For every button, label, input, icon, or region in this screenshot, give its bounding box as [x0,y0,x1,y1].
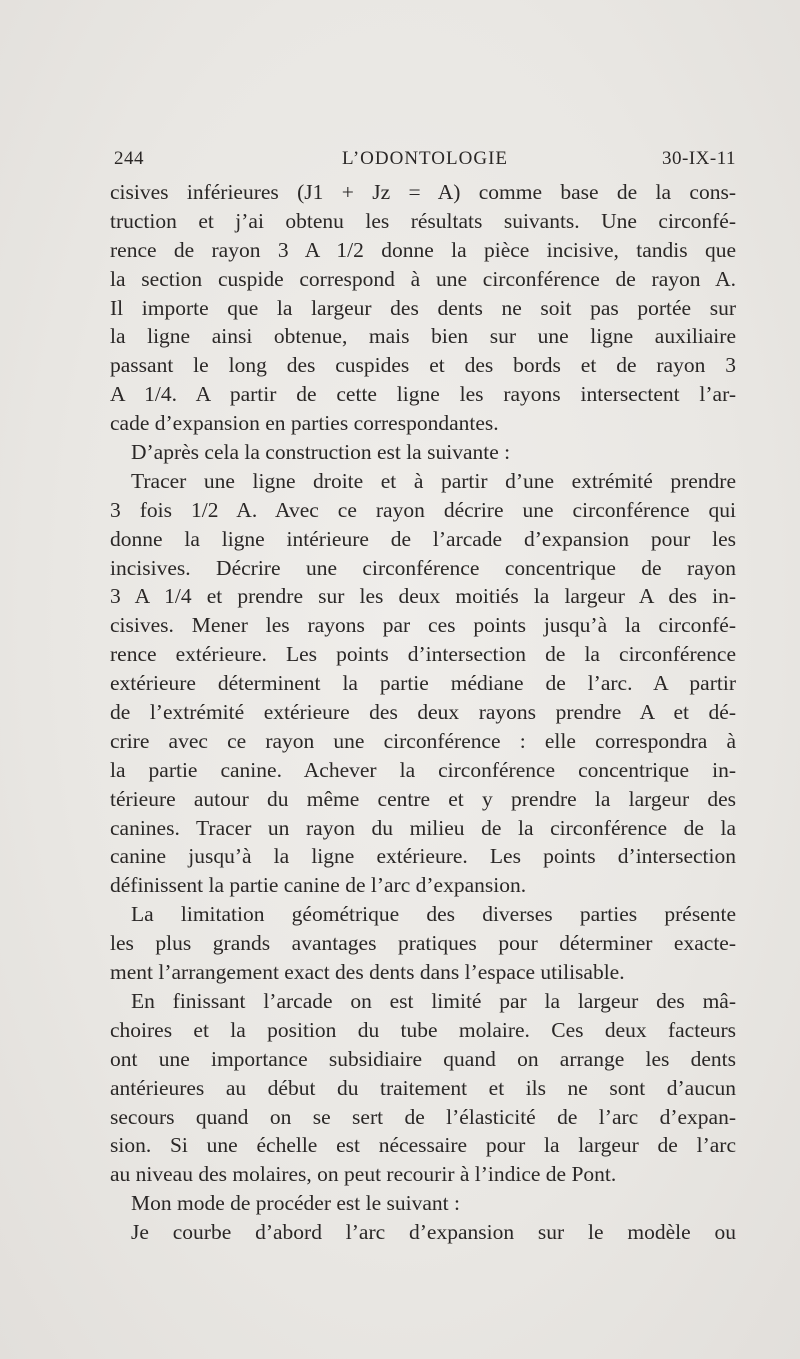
text-line: térieure autour du même centre et y prendre la largeur des [110,786,736,811]
text-line: En finissant l’arcade on est limité par la largeur des mâ- [131,988,736,1013]
text-line: au niveau des molaires, on peut recourir à l’indice de Pont. [110,1162,617,1187]
text-line: A 1/4. A partir de cette ligne les rayons intersectent l’ar- [110,382,736,407]
text-line: la partie canine. Achever la circonférence concentrique in- [110,757,736,782]
text-line: cisives inférieures (J1 + Jz = A) comme base de la cons- [110,180,736,204]
text-line: crire avec ce rayon une circonférence : elle correspondra à [110,728,736,753]
text-line: secours quand on se sert de l’élasticité de l’arc d’expan- [110,1104,736,1129]
issue-date: 30-IX-11 [662,148,736,169]
text-line: les plus grands avantages pratiques pour déterminer exacte- [110,931,736,956]
text-line: D’après cela la construction est la suivante : [131,440,511,465]
text-line: définissent la partie canine de l’arc d’expansion. [110,873,527,898]
text-line: incisives. Décrire une circonférence concentrique de rayon [110,555,736,580]
text-line: rence de rayon 3 A 1/2 donne la pièce incisive, tandis que [110,237,736,262]
text-line: antérieures au début du traitement et ils ne sont d’aucun [110,1075,736,1100]
text-line: cisives. Mener les rayons par ces points jusqu’à la circonfé- [110,613,736,638]
text-line: donne la ligne intérieure de l’arcade d’expansion pour les [110,526,736,551]
text-line: choires et la position du tube molaire. Ces deux facteurs [110,1017,736,1042]
text-line: extérieure déterminent la partie médiane de l’arc. A partir [110,671,736,696]
text-line: La limitation géométrique des diverses parties présente [131,902,736,927]
text-line: ont une importance subsidiaire quand on arrange les dents [110,1046,736,1071]
journal-title: L’ODONTOLOGIE [341,148,509,169]
text-line: 3 fois 1/2 A. Avec ce rayon décrire une circonférence qui [110,497,736,522]
text-line: la ligne ainsi obtenue, mais bien sur une ligne auxiliaire [110,324,736,349]
page-number: 244 [114,148,144,169]
body-text [110,178,736,1247]
text-line: Il importe que la largeur des dents ne soit pas portée sur [110,295,736,320]
text-line: truction et j’ai obtenu les résultats suivants. Une circonfé- [110,208,736,233]
text-line: 3 A 1/4 et prendre sur les deux moitiés la largeur A des in- [110,584,736,609]
text-line: Mon mode de procéder est le suivant : [131,1191,460,1216]
text-line: ment l’arrangement exact des dents dans l’espace utilisable. [110,960,625,985]
text-line: canines. Tracer un rayon du milieu de la circonférence de la [110,815,736,840]
text-line: Tracer une ligne droite et à partir d’une extrémité prendre [131,468,736,493]
text-line: de l’extrémité extérieure des deux rayons prendre A et dé- [110,700,736,725]
text-line: cade d’expansion en parties correspondantes. [110,411,499,436]
text-line: canine jusqu’à la ligne extérieure. Les points d’intersection [110,844,736,869]
text-line: la section cuspide correspond à une circonférence de rayon A. [110,266,736,291]
text-line: Je courbe d’abord l’arc d’expansion sur le modèle ou [131,1220,736,1245]
text-line: passant le long des cuspides et des bords et de rayon 3 [110,353,736,378]
text-line: rence extérieure. Les points d’intersection de la circonférence [110,642,736,667]
running-header [114,148,736,172]
text-line: sion. Si une échelle est nécessaire pour la largeur de l’arc [110,1133,736,1158]
